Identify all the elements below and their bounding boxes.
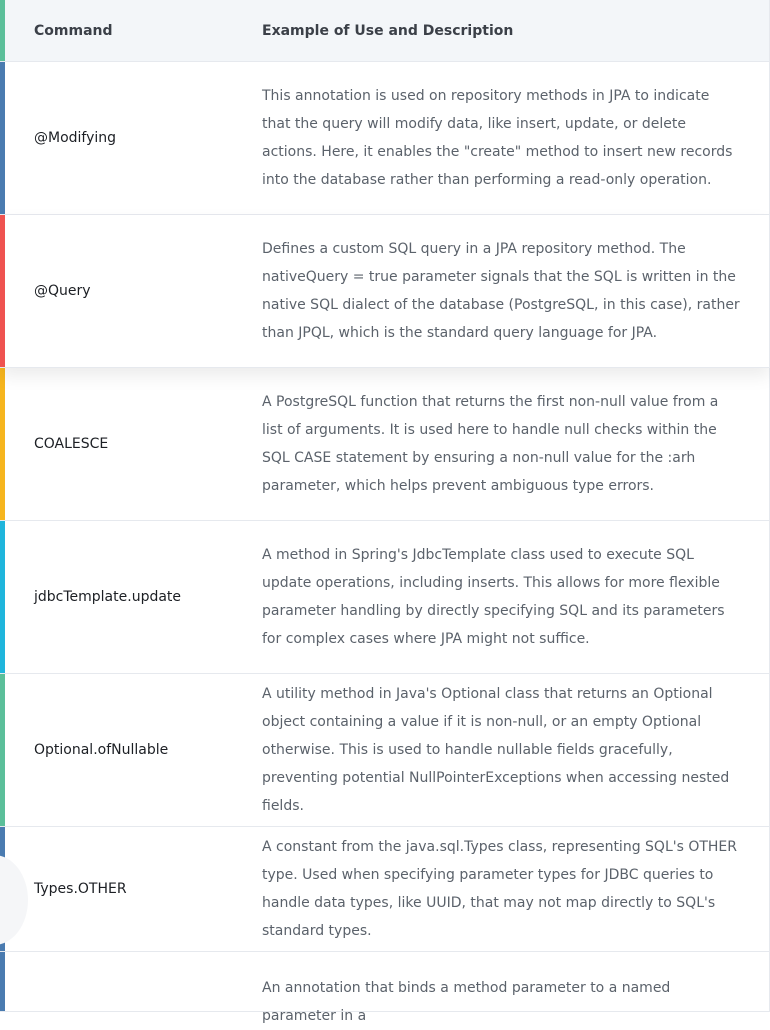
row-description: Defines a custom SQL query in a JPA repository method. The nativeQuery = true parameter signals that the SQL is written in the native SQL dialect of the database (PostgreSQL, in this case), rather than JPQL, which is the standard query language for JPA. (262, 241, 740, 341)
row-command: jdbcTemplate.update (34, 589, 182, 605)
row-description: An annotation that binds a method parameter to a named parameter in a (262, 980, 671, 1024)
table-row (0, 215, 770, 368)
row-accent-bar (0, 952, 5, 1011)
header-command: Command (34, 22, 113, 39)
row-accent-bar (0, 521, 5, 673)
row-command: @Query (34, 283, 91, 299)
row-description: A utility method in Java's Optional class that returns an Optional object containing a value if it is non-null, or an empty Optional otherwise. This is used to handle nullable fields gracefully, preventing potential NullPointerExceptions when accessing nested fields. (262, 686, 730, 814)
header-description: Example of Use and Description (262, 22, 514, 39)
row-accent-bar (0, 674, 5, 826)
row-command: Optional.ofNullable (34, 742, 169, 758)
table-row (0, 952, 770, 1024)
table-row (0, 827, 770, 952)
row-accent-bar (0, 62, 5, 214)
table-row (0, 674, 770, 827)
row-command: Types.OTHER (34, 881, 127, 897)
row-description: A method in Spring's JdbcTemplate class used to execute SQL update operations, including inserts. This allows for more flexible parameter handling by directly specifying SQL and its parameters for complex cases where JPA might not suffice. (262, 547, 725, 647)
table-row (0, 368, 770, 521)
row-command: @Modifying (34, 130, 117, 146)
row-description: A PostgreSQL function that returns the first non-null value from a list of arguments. It is used here to handle null checks within the SQL CASE statement by ensuring a non-null value for the :arh parameter, which helps prevent ambiguous type errors. (262, 394, 719, 494)
row-command: COALESCE (34, 436, 109, 452)
table-row (0, 62, 770, 215)
row-description: A constant from the java.sql.Types class, representing SQL's OTHER type. Used when specifying parameter types for JDBC queries to handle data types, like UUID, that may not map directly to SQL's standard types. (262, 839, 738, 939)
row-description: This annotation is used on repository methods in JPA to indicate that the query will modify data, like insert, update, or delete actions. Here, it enables the "create" method to insert new records into the database rather than performing a read-only operation. (262, 88, 733, 188)
table-header (0, 0, 770, 62)
row-accent-bar (0, 215, 5, 367)
table-row (0, 521, 770, 674)
row-accent-bar (0, 0, 5, 61)
row-accent-bar (0, 827, 5, 951)
row-accent-bar (0, 368, 5, 520)
